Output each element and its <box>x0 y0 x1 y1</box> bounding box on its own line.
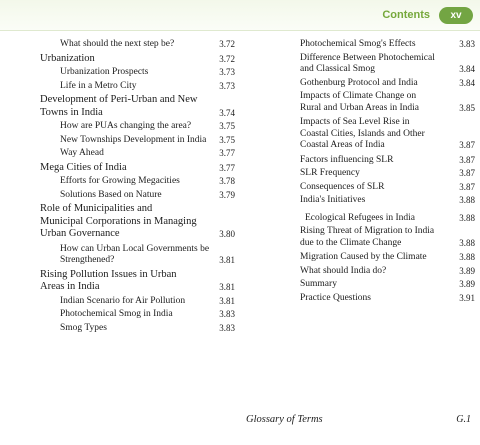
toc-entry-title: Gothenburg Protocol and India <box>300 77 418 88</box>
toc-entry[interactable] <box>40 148 235 160</box>
toc-entry[interactable] <box>40 203 235 241</box>
toc-entry[interactable] <box>300 252 475 264</box>
toc-entry-title: Way Ahead <box>60 148 104 158</box>
toc-entry-page: 3.81 <box>219 255 235 265</box>
toc-entry[interactable] <box>40 94 235 119</box>
toc-entry-page: 3.84 <box>459 77 475 88</box>
toc-entry-page: 3.85 <box>459 102 475 113</box>
toc-entry-page: 3.72 <box>219 39 235 49</box>
toc-entry-title: What should India do? <box>300 265 387 276</box>
toc-entry[interactable] <box>40 244 235 267</box>
toc-entry[interactable] <box>300 266 475 278</box>
toc-entry-page: 3.80 <box>219 229 235 239</box>
toc-entry-page: 3.73 <box>219 67 235 77</box>
toc-entry[interactable] <box>40 121 235 133</box>
toc-entry[interactable] <box>300 53 475 76</box>
toc-entry-page: 3.75 <box>219 134 235 145</box>
toc-entry[interactable] <box>40 162 235 175</box>
toc-entry-page: 3.81 <box>219 295 235 306</box>
toc-entry-page: 3.88 <box>459 237 475 248</box>
toc-entry-page: 3.83 <box>219 322 235 333</box>
toc-entry[interactable] <box>300 168 475 180</box>
toc-entry-title: Efforts for Growing Megacities <box>60 176 180 186</box>
toc-entry[interactable] <box>300 39 475 51</box>
toc-entry-title: New Townships Development in India <box>60 134 207 145</box>
toc-entry-page: 3.91 <box>459 292 475 303</box>
toc-entry-page: 3.77 <box>219 162 235 173</box>
toc-entry-page: 3.75 <box>219 121 235 131</box>
toc-entry-page: 3.83 <box>459 39 475 49</box>
toc-entry[interactable] <box>300 78 475 90</box>
toc-entry-title: What should the next step be? <box>60 39 175 49</box>
toc-entry-page: 3.72 <box>219 53 235 64</box>
toc-entry-title: Ecological Refugees in India <box>305 212 416 223</box>
toc-entry-page: 3.87 <box>459 140 475 150</box>
toc-entry-title: Urbanization Prospects <box>60 67 149 77</box>
toc-entry[interactable] <box>300 279 475 291</box>
toc-entry-title: Glossary of Terms <box>246 414 323 425</box>
toc-entry[interactable] <box>40 296 235 308</box>
toc-entry-page: 3.81 <box>219 282 235 292</box>
toc-entry-page: 3.77 <box>219 148 235 158</box>
toc-entry-page: 3.87 <box>459 154 475 165</box>
toc-right-column <box>300 39 475 306</box>
toc-entry-page: 3.89 <box>459 265 475 276</box>
toc-entry[interactable] <box>300 91 475 114</box>
toc-entry[interactable] <box>40 309 235 321</box>
toc-entry[interactable] <box>300 182 475 194</box>
toc-entry-title: Mega Cities of India <box>40 161 127 173</box>
toc-entry-title: Practice Questions <box>300 292 371 303</box>
toc-entry-title: Rising Threat of Migration to India due to the Climate Change <box>300 226 435 248</box>
toc-entry[interactable] <box>40 39 235 51</box>
toc-entry-title: Smog Types <box>60 322 107 333</box>
toc-entry[interactable] <box>40 53 235 66</box>
toc-entry-title: Development of Peri-Urban and New Towns in India <box>40 94 198 118</box>
toc-entry[interactable] <box>40 269 235 294</box>
toc-entry[interactable] <box>300 226 475 249</box>
toc-entry[interactable] <box>300 155 475 167</box>
toc-entry-page: 3.87 <box>459 181 475 192</box>
toc-entry-title: Difference Between Photochemical and Classical Smog <box>300 52 435 74</box>
toc-left-column <box>40 39 235 336</box>
toc-entry-title: Urbanization <box>40 52 95 64</box>
toc-entry-title: Life in a Metro City <box>60 80 137 91</box>
toc-entry[interactable] <box>40 135 235 147</box>
page-number-badge: xv <box>439 7 473 24</box>
toc-entry[interactable] <box>300 117 475 152</box>
toc-entry-page: 3.89 <box>459 279 475 289</box>
toc-entry-title: Solutions Based on Nature <box>60 189 162 200</box>
toc-entry[interactable] <box>300 195 475 207</box>
toc-entry-page: 3.87 <box>459 168 475 178</box>
toc-entry-title: Migration Caused by the Climate <box>300 252 427 262</box>
toc-entry-title: Photochemical Smog's Effects <box>300 39 416 49</box>
toc-entry-page: 3.88 <box>459 195 475 205</box>
toc-entry[interactable] <box>40 176 235 188</box>
toc-entry-page: 3.83 <box>219 309 235 319</box>
contents-title: Contents <box>382 9 430 21</box>
toc-entry-page: 3.88 <box>459 252 475 262</box>
toc-entry-title: Role of Municipalities and Municipal Corporations in Managing Urban Governance <box>40 203 197 239</box>
toc-entry-page: 3.88 <box>459 212 475 223</box>
toc-entry[interactable] <box>300 213 475 225</box>
toc-entry-page: 3.84 <box>459 64 475 74</box>
toc-entry[interactable] <box>40 67 235 79</box>
toc-entry-page: 3.78 <box>219 176 235 186</box>
toc-entry-title: Summary <box>300 279 337 289</box>
toc-entry-page: G.1 <box>456 414 471 425</box>
toc-entry-page: 3.73 <box>219 80 235 91</box>
toc-entry-title: Factors influencing SLR <box>300 154 394 165</box>
toc-entry-page: 3.79 <box>219 189 235 200</box>
toc-entry-title: Impacts of Climate Change on Rural and Urban Areas in India <box>300 91 419 113</box>
toc-entry-title: How can Urban Local Governments be Strengthened? <box>60 243 210 265</box>
toc-entry-title: Photochemical Smog in India <box>60 309 173 319</box>
toc-entry-title: Rising Pollution Issues in Urban Areas in India <box>40 268 177 292</box>
toc-entry-title: India's Initiatives <box>300 195 366 205</box>
toc-entry-title: Indian Scenario for Air Pollution <box>60 295 186 306</box>
toc-entry-title: SLR Frequency <box>300 168 360 178</box>
toc-entry-page: 3.74 <box>219 107 235 118</box>
toc-entry[interactable] <box>40 190 235 202</box>
toc-entry[interactable] <box>40 323 235 335</box>
toc-entry-title: Impacts of Sea Level Rise in Coastal Cities, Islands and Other Coastal Areas of India <box>300 117 425 150</box>
toc-entry-title: How are PUAs changing the area? <box>60 121 192 131</box>
header-bar <box>0 0 480 31</box>
toc-entry[interactable] <box>40 81 235 93</box>
toc-entry[interactable] <box>300 293 475 305</box>
toc-entry-glossary[interactable] <box>246 414 471 427</box>
toc-entry-title: Consequences of SLR <box>300 181 385 192</box>
